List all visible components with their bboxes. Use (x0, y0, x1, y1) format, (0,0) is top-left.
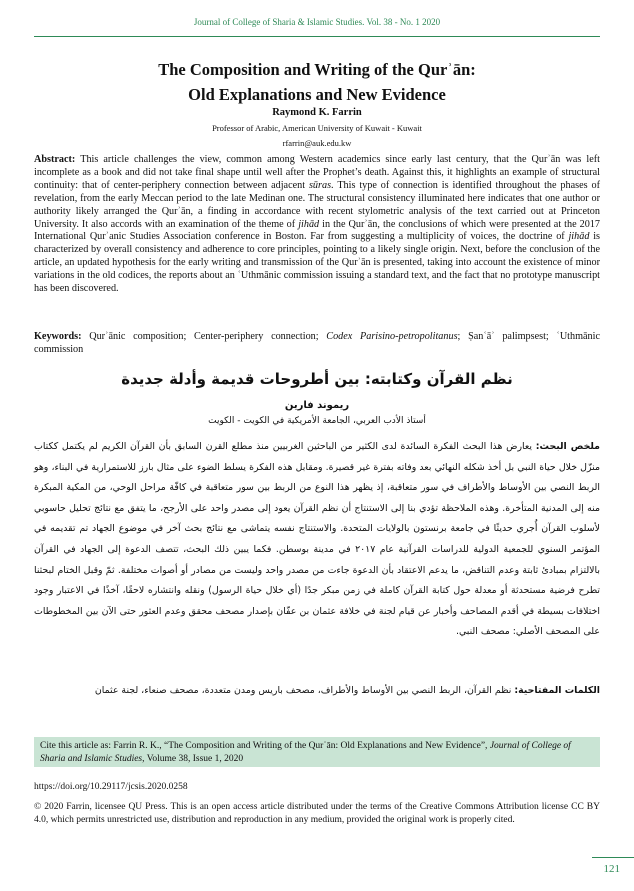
page-number: 121 (592, 857, 634, 881)
citation-journal: Journal of College of Sharia and Islamic Studies (40, 741, 571, 764)
english-abstract (34, 154, 600, 296)
abstract-text-1: This article challenges the view, common among Western academics since early last century, that the Qurʾān was left incomplete as a book and did not take final shape until well after the Prophet’s death. Against this, it highlights an example of structural continuity: that of center-periphery connection between adjacent (34, 154, 600, 191)
citation-suffix: , Volume 38, Issue 1, 2020 (142, 753, 244, 764)
arabic-abstract-text: يعارض هذا البحث الفكرة السائدة لدى الكثير من الباحثين الغربيين منذ مطلع القرن السابق بأن القرآن الكريم لم يكتمل ككتاب منزّل خلال حياة النبي بل أخذ شكله النهائي بعد وفاته بفترة غير قصيرة. ومقابل هذه الفكرة يسلط الضوء على مثال بارز للاستمرارية في البناء، وهو الربط النصي بين الأوساط والأطراف في سور متعاقبة، إذ يظهر هذا النوع من الربط بين سور متعاقبة في كافّة مراحل الوحي، من المكية المبكرة منه إلى المدنية المتأخرة. وهذه الملاحظة تؤدي بنا إلى الاستنتاج أن نظم القرآن يعود إلى مصدر واحد على الأرجح، ما يتفق مع نتائج تحليل حاسوبي لأسلوب القرآن أُجري حديثًا في جامعة برنستون بالولايات المتحدة. والاستنتاج نفسه يتماشى مع نتائج بحث آخر في موضوع الجهاد تم تقديمه في المؤتمر السنوي للجمعية الدولية للدراسات القرآنية عام ٢٠١٧ في مدينة بوسطن. فكما يبين ذلك البحث، تتصف الدعوة إلى الجهاد في القرآن بالالتزام بمبادئ ثابتة وعدم التناقض، ما يدعم الاعتقاد بأن الدعوة جاءت من مصدر واحد وليست من مصادر أو أصوات مختلفة. ثمّ وقبل الختام لبحثنا تطرح فرضية مستحدثة أو معدلة حول كتابة القرآن كاملة في زمن مبكر جدًا (أي خلال حياة الرسول) ونقله وانتشاره لاحقًا، آخذًا في الاعتبار وجود اختلافات بسيطة في أقدم المصاحف وأخبار عن قيام لجنة في خلافة عثمان بن عفّان بإصدار مصحف محقق وعدم العثور حتى الآن بين المخطوطات على المصحف الأصلي: مصحف النبي. (34, 441, 600, 638)
author-affiliation: Professor of Arabic, American University of Kuwait - Kuwait (212, 123, 422, 133)
keywords-label: Keywords: (34, 331, 82, 342)
header-rule (34, 36, 600, 37)
citation-prefix: Cite this article as: Farrin R. K., “The Composition and Writing of the Qurʾān: Old Explanations and New Evidence”, (40, 741, 490, 751)
arabic-abstract (34, 437, 600, 643)
article-title (34, 57, 600, 107)
arabic-abstract-label: ملخص البحث: (535, 441, 600, 452)
keywords-text-2: ; Ṣanʿāʾ palimpsest; ʿUthmānic commission (34, 331, 600, 355)
arabic-affiliation: أستاذ الأدب العربي، الجامعة الأمريكية في الكويت - الكويت (208, 416, 426, 426)
doi-link[interactable]: https://doi.org/10.29117/jcsis.2020.0258 (34, 782, 188, 792)
author-name: Raymond K. Farrin (272, 107, 362, 118)
abstract-term-suras: sūras (308, 179, 332, 191)
arabic-author-name: ريموند فارين (284, 400, 350, 411)
english-keywords (34, 331, 600, 357)
title-line-2: Old Explanations and New Evidence (188, 85, 446, 104)
running-head: Journal of College of Sharia & Islamic Studies. Vol. 38 - No. 1 2020 (193, 17, 441, 27)
abstract-term-jihad-1: jihād (298, 218, 320, 230)
arabic-keywords-text: نظم القرآن، الربط النصي بين الأوساط والأطراف، مصحف باريس ومدن متعددة، مصحف صنعاء، لجنة عثمان (94, 685, 515, 696)
license-notice: © 2020 Farrin, licensee QU Press. This is an open access article distributed under the terms of the Creative Commons Attribution license CC BY 4.0, which permits unrestricted use, distribution and reproduction in any medium, provided the original work is properly cited. (34, 802, 600, 825)
keywords-text-1: Qurʾānic composition; Center-periphery connection; (81, 331, 327, 342)
abstract-text-4: is characterized by overall consistency and adherence to core principles, pointing to a likely single origin. Next, before the conclusion of the article, an updated hypothesis for the early writing and transmission of the Qurʾān is presented, taking into account the existence of minor variations in the old codices, the reports about an ʿUthmānic commission issuing a standard text, and the fact that no prototype manuscript has been discovered. (34, 231, 600, 295)
arabic-title: نظم القرآن وكتابته: بين أطروحات قديمة وأدلة جديدة (121, 370, 513, 388)
citation-box (34, 737, 600, 767)
title-line-1: The Composition and Writing of the Qurʾān: (158, 60, 476, 79)
arabic-keywords (34, 680, 600, 702)
author-email[interactable]: rfarrin@auk.edu.kw (282, 138, 352, 148)
abstract-text-3: in the Qurʾān, the conclusions of which were presented at the 2017 International Qurʾanic Studies Association conference in Boston. Far from suggesting a multiplicity of voices, the doctrine of (34, 218, 601, 243)
keywords-term-codex: Codex Parisino-petropolitanus (326, 331, 458, 342)
abstract-term-jihad-2: jihād (568, 231, 590, 243)
abstract-text-2: . This type of connection is identified throughout the phases of revelation, from the early Meccan period to the late Medinan one. The structural consistency illuminated here indicates that one author or authority likely arranged the Qurʾān, a finding in accordance with recent stylometric analysis of the text carried out at Princeton University. It also accords with an examination of the theme of (34, 179, 600, 230)
arabic-keywords-label: الكلمات المفتاحية: (514, 685, 600, 696)
abstract-label: Abstract: (34, 154, 76, 165)
